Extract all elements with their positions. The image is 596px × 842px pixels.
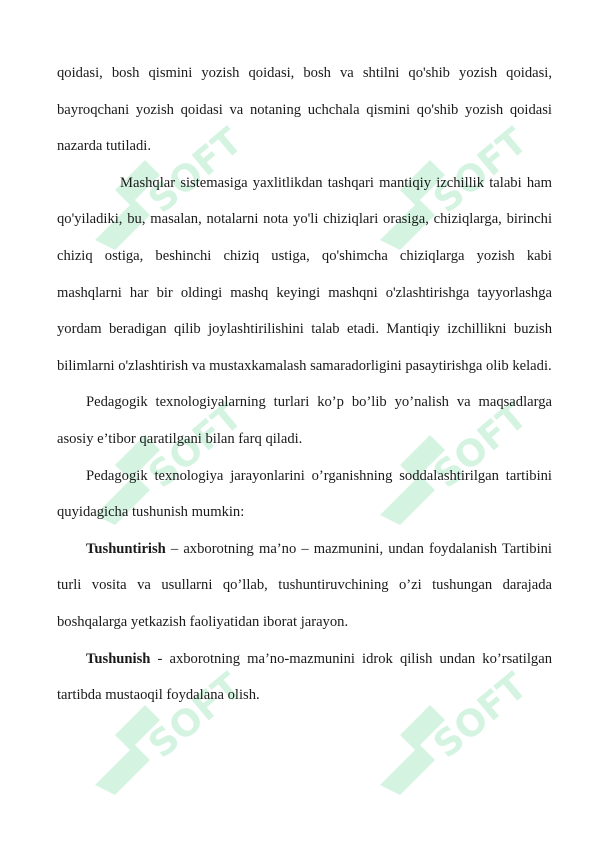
svg-text:SOFT: SOFT xyxy=(425,394,523,497)
paragraph-1: qoidasi, bosh qismini yozish qoidasi, bosh va shtilni qo'shib yozish qoidasi, bayroqchani yozish qoidasi va notaning uchchala qismini qo'shib yozish qoidasi nazarda tutiladi. xyxy=(57,65,552,155)
paragraph-3: Pedagogik texnologiyalarning turlari ko’p bo’lib yo’nalish va maqsadlarga asosiy e’tibor qaratilgani bilan farq qiladi. xyxy=(57,394,552,447)
paragraph-6 xyxy=(57,641,552,714)
paragraph-2: Mashqlar sistemasiga yaxlitlikdan tashqari mantiqiy izchillik talabi ham qo'yiladiki, bu, masalan, notalarni nota yo'li chiziqlari orasiga, chiziqlarga, birinchi chiziq ostiga, beshinchi chiziq ustiga, qo'shimcha chiziqlarga yozish kabi mashqlarni har bir oldingi mashq keyingi mashqni o'zlashtirishga tayyorlashga yordam beradigan qilib joylashtirilishini talab etadi. Mantiqiy izchillikni buzish bilimlarni o'zlashtirish va mustaxkamalash samaradorligini pasaytirishga olib keladi. xyxy=(57,174,552,374)
svg-text:SOFT: SOFT xyxy=(140,664,238,767)
svg-text:SOFT: SOFT xyxy=(425,664,523,767)
svg-text:SOFT: SOFT xyxy=(425,119,523,222)
definition-tushunish: - axborotning ma’no-mazmunini idrok qilish undan ko’rsatilgan tartibda mustaoqil foydalana olish. xyxy=(57,650,552,704)
definition-tushuntirish: – axborotning ma’no – mazmunini, undan foydalanish Tartibini turli vosita va usullarni qo’llab, tushuntiruvchining o’zi tushungan darajada boshqalarga yetkazish faoliyatidan iborat jarayon. xyxy=(57,540,552,630)
paragraph-5 xyxy=(57,531,552,641)
paragraph-4: Pedagogik texnologiya jarayonlarini o’rganishning soddalashtirilgan tartibini quyidagicha tushunish mumkin: xyxy=(57,467,552,521)
svg-text:SOFT: SOFT xyxy=(140,394,238,497)
term-tushunish: Tushunish xyxy=(86,650,151,667)
body-text xyxy=(57,55,552,714)
svg-text:SOFT: SOFT xyxy=(140,119,238,222)
term-tushuntirish: Tushuntirish xyxy=(86,540,166,557)
